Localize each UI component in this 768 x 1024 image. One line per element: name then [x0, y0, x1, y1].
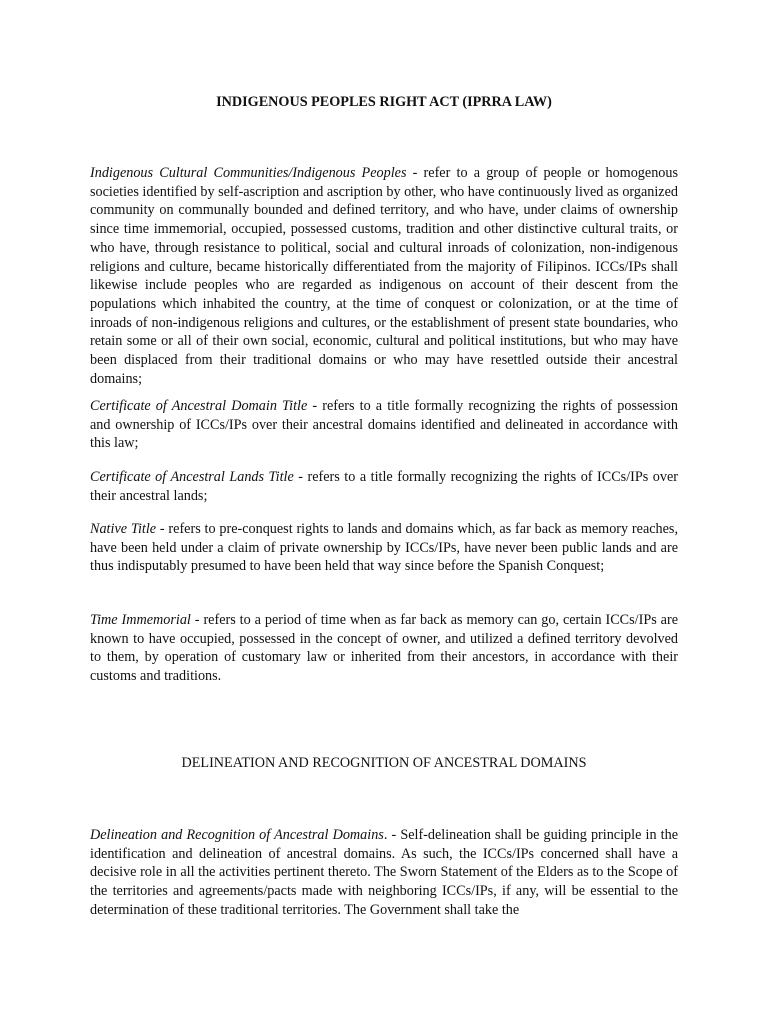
definition-term: Certificate of Ancestral Lands Title [90, 469, 294, 485]
definition-term: Certificate of Ancestral Domain Title [90, 398, 308, 414]
definition-body: - refers to a period of time when as far back as memory can go, certain ICCs/IPs are known to have occupied, possessed in the concept of owner, and utilized a defined territory devolved to them, by operation of customary law or inherited from their ancestors, in accordance with their customs and traditions. [90, 612, 678, 685]
section-term: Delineation and Recognition of Ancestral Domains [90, 827, 384, 843]
definition-body: - refers to a title formally recognizing the rights of ICCs/IPs over their ancestral lands; [90, 469, 678, 504]
definition-paragraph [90, 397, 678, 453]
definition-body: - refers to a title formally recognizing the rights of possession and ownership of ICCs/IPs over their ancestral domains identified and delineated in accordance with this law; [90, 398, 678, 452]
definition-term: Indigenous Cultural Communities/Indigenous Peoples [90, 165, 407, 181]
definition-term: Native Title [90, 521, 157, 537]
section-paragraph [90, 826, 678, 920]
definition-body: - refer to a group of people or homogenous societies identified by self-ascription and ascription by other, who have continuously lived as organized community on communally bounded and defined territory, and who have, under claims of ownership since time immemorial, occupied, possessed customs, tradition and other distinctive cultural traits, or who have, through resistance to political, social and cultural inroads of colonization, non-indigenous religions and culture, became historically differentiated from the majority of Filipinos. ICCs/IPs shall likewise include peoples who are regarded as indigenous on account of their descent from the populations which inhabited the country, at the time of conquest or colonization, or at the time of inroads of non-indigenous religions and cultures, or the establishment of present state boundaries, who retain some or all of their own social, economic, cultural and political institutions, but who may have been displaced from their traditional domains or who may have resettled outside their ancestral domains; [90, 165, 678, 387]
definition-paragraph [90, 164, 678, 388]
definition-body: - refers to pre-conquest rights to lands and domains which, as far back as memory reaches, have been held under a claim of private ownership by ICCs/IPs, have never been public lands and are thus indisputably presumed to have been held that way since before the Spanish Conquest; [90, 521, 678, 575]
document-title: INDIGENOUS PEOPLES RIGHT ACT (IPRRA LAW) [216, 94, 552, 110]
section-body: . - Self-delineation shall be guiding principle in the identification and delineation of ancestral domains. As such, the ICCs/IPs concerned shall have a decisive role in all the activities pertinent thereto. The Sworn Statement of the Elders as to the Scope of the territories and agreements/pacts made with neighboring ICCs/IPs, if any, will be essential to the determination of these traditional territories. The Government shall take the [90, 827, 678, 918]
definition-paragraph [90, 468, 678, 505]
definition-paragraph [90, 611, 678, 686]
definition-paragraph [90, 520, 678, 576]
section-heading: DELINEATION AND RECOGNITION OF ANCESTRAL DOMAINS [181, 755, 587, 771]
definition-term: Time Immemorial [90, 612, 191, 628]
